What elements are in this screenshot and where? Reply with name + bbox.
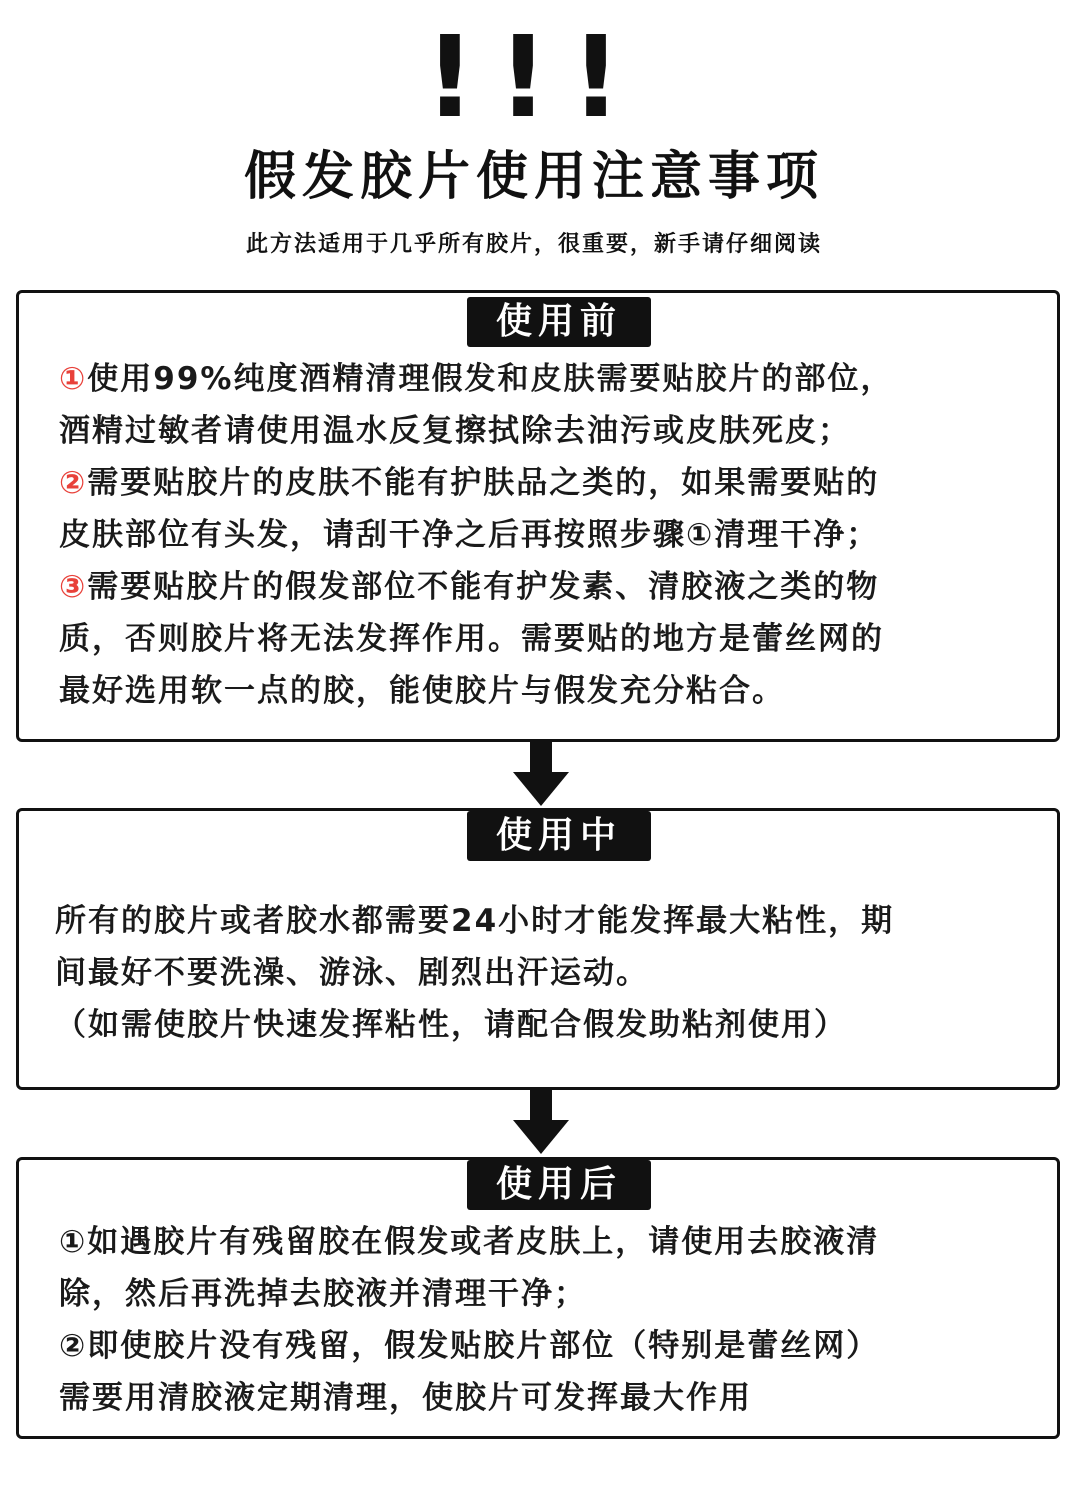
step-number-3: ③ (59, 569, 88, 605)
text-line: ①如遇胶片有残留胶在假发或者皮肤上，请使用去胶液清 (59, 1224, 880, 1260)
exclamation-marks: !!! (424, 13, 644, 143)
page-subtitle: 此方法适用于几乎所有胶片，很重要，新手请仔细阅读 (245, 232, 822, 257)
text-line: 皮肤部位有头发，请刮干净之后再按照步骤①清理干净； (59, 517, 880, 553)
section-label-after-use: 使用后 (467, 1160, 651, 1210)
text-line: 除，然后再洗掉去胶液并清理干净； (59, 1276, 587, 1312)
text-line: 酒精过敏者请使用温水反复擦拭除去油污或皮肤死皮； (59, 413, 851, 449)
section-label-before-use: 使用前 (467, 297, 651, 347)
text-line: 所有的胶片或者胶水都需要24小时才能发挥最大粘性，期 (55, 903, 895, 939)
section-body-after-use (59, 1216, 1031, 1424)
text-line: 间最好不要洗澡、游泳、剧烈出汗运动。 (55, 955, 649, 991)
arrow-down-icon (513, 742, 569, 808)
text-line: ①使用99%纯度酒精清理假发和皮肤需要贴胶片的部位， (59, 361, 894, 397)
step-number-2: ② (59, 465, 88, 501)
page-title: 假发胶片使用注意事项 (243, 147, 824, 207)
text-line: ③需要贴胶片的假发部位不能有护发素、清胶液之类的物 (59, 569, 880, 605)
text-line: 需要用清胶液定期清理，使胶片可发挥最大作用 (59, 1380, 752, 1416)
text-line: ②需要贴胶片的皮肤不能有护肤品之类的，如果需要贴的 (59, 465, 880, 501)
section-during-use (16, 808, 1060, 1090)
section-after-use (16, 1157, 1060, 1439)
section-label-during-use: 使用中 (467, 811, 651, 861)
step-number-1: ① (59, 361, 88, 397)
section-before-use (16, 290, 1060, 742)
arrow-down-icon (513, 1090, 569, 1156)
text-line: 最好选用软一点的胶，能使胶片与假发充分粘合。 (59, 673, 785, 709)
text-line: ②即使胶片没有残留，假发贴胶片部位（特别是蕾丝网） (59, 1328, 880, 1364)
section-body-before-use (59, 353, 1031, 717)
section-body-during-use (55, 895, 1031, 1051)
text-line: 质，否则胶片将无法发挥作用。需要贴的地方是蕾丝网的 (59, 621, 884, 657)
text-line: （如需使胶片快速发挥粘性，请配合假发助粘剂使用） (55, 1007, 847, 1043)
